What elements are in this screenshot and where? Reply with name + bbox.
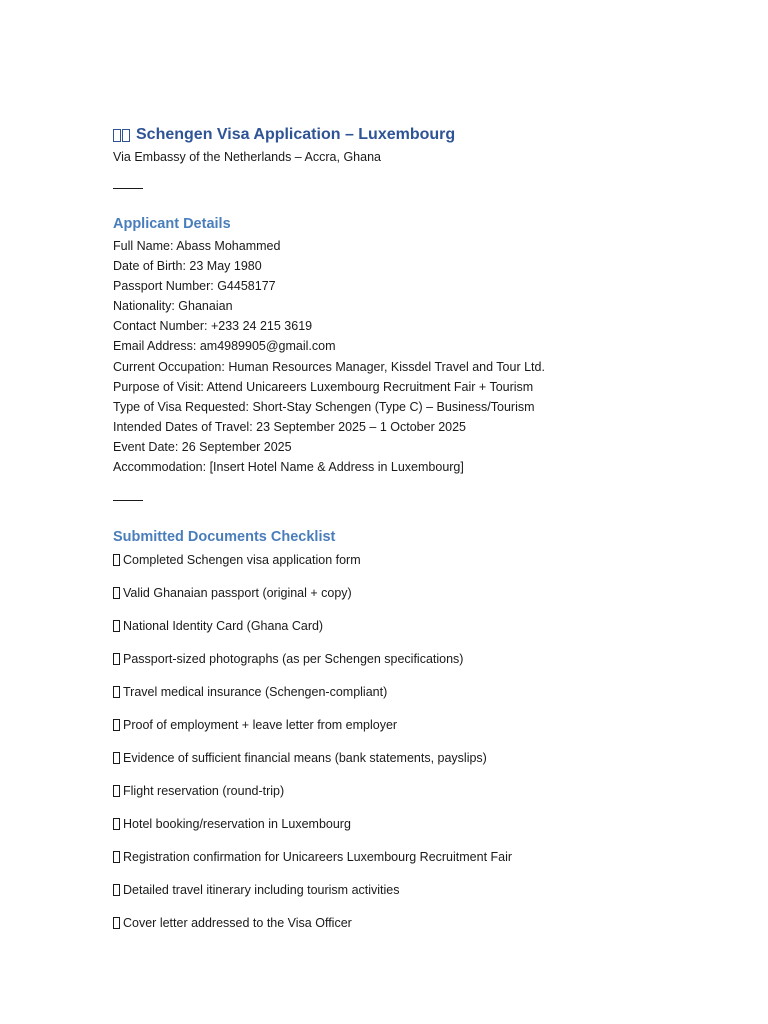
checklist-item-label: National Identity Card (Ghana Card) — [123, 619, 324, 634]
checklist-item-label: Completed Schengen visa application form — [123, 553, 361, 568]
checklist-item-label: Registration confirmation for Unicareers Luxembourg Recruitment Fair — [123, 850, 513, 865]
section-divider — [113, 500, 143, 501]
checkbox-glyph-icon — [113, 752, 120, 764]
checklist-item — [113, 847, 733, 867]
applicant-details-list — [113, 236, 733, 477]
checklist-item — [113, 550, 733, 570]
checkbox-glyph-icon — [113, 884, 120, 896]
checklist-item-label: Flight reservation (round-trip) — [123, 784, 285, 799]
detail-purpose: Purpose of Visit: Attend Unicareers Luxembourg Recruitment Fair + Tourism — [113, 379, 534, 394]
checklist-item — [113, 649, 733, 669]
applicant-details-heading: Applicant Details — [113, 216, 231, 232]
checkbox-glyph-icon — [113, 818, 120, 830]
detail-travel-dates: Intended Dates of Travel: 23 September 2025 – 1 October 2025 — [113, 419, 467, 434]
checkbox-glyph-icon — [113, 686, 120, 698]
checklist-item-label: Travel medical insurance (Schengen-compliant) — [123, 685, 388, 700]
document-subtitle: Via Embassy of the Netherlands – Accra, Ghana — [113, 150, 381, 164]
missing-glyph-icon — [113, 129, 121, 142]
document-title-text: Schengen Visa Application – Luxembourg — [136, 126, 456, 143]
flag-icon — [113, 129, 131, 142]
documents-checklist — [113, 550, 733, 933]
detail-date-of-birth: Date of Birth: 23 May 1980 — [113, 259, 262, 274]
detail-occupation: Current Occupation: Human Resources Manager, Kissdel Travel and Tour Ltd. — [113, 359, 545, 374]
checklist-item — [113, 748, 733, 768]
detail-contact-number: Contact Number: +233 24 215 3619 — [113, 319, 313, 334]
detail-event-date: Event Date: 26 September 2025 — [113, 439, 292, 454]
checklist-item — [113, 781, 733, 801]
checkbox-glyph-icon — [113, 719, 120, 731]
checklist-item — [113, 715, 733, 735]
checklist-item — [113, 616, 733, 636]
checklist-item — [113, 913, 733, 933]
checkbox-glyph-icon — [113, 554, 120, 566]
checkbox-glyph-icon — [113, 917, 120, 929]
checklist-item — [113, 682, 733, 702]
checkbox-glyph-icon — [113, 785, 120, 797]
checklist-item-label: Valid Ghanaian passport (original + copy) — [123, 586, 352, 601]
checklist-heading: Submitted Documents Checklist — [113, 529, 336, 546]
checkbox-glyph-icon — [113, 587, 120, 599]
checklist-item-label: Proof of employment + leave letter from employer — [123, 718, 398, 733]
checklist-item-label: Hotel booking/reservation in Luxembourg — [123, 817, 351, 832]
section-divider — [113, 188, 143, 189]
detail-visa-type: Type of Visa Requested: Short-Stay Schengen (Type C) – Business/Tourism — [113, 399, 535, 414]
document-page — [113, 124, 733, 946]
missing-glyph-icon — [122, 129, 130, 142]
detail-email-address: Email Address: am4989905@gmail.com — [113, 339, 336, 354]
detail-full-name: Full Name: Abass Mohammed — [113, 239, 281, 253]
checklist-item — [113, 814, 733, 834]
checklist-item — [113, 880, 733, 900]
checkbox-glyph-icon — [113, 851, 120, 863]
checklist-item — [113, 583, 733, 603]
detail-nationality: Nationality: Ghanaian — [113, 299, 233, 314]
checklist-item-label: Detailed travel itinerary including tourism activities — [123, 883, 400, 898]
checkbox-glyph-icon — [113, 653, 120, 665]
checkbox-glyph-icon — [113, 620, 120, 632]
detail-accommodation: Accommodation: [Insert Hotel Name & Address in Luxembourg] — [113, 460, 464, 475]
document-title — [113, 124, 733, 146]
checklist-item-label: Passport-sized photographs (as per Schengen specifications) — [123, 652, 464, 667]
checklist-item-label: Evidence of sufficient financial means (bank statements, payslips) — [123, 751, 487, 766]
checklist-item-label: Cover letter addressed to the Visa Officer — [123, 916, 352, 931]
detail-passport-number: Passport Number: G4458177 — [113, 279, 276, 294]
